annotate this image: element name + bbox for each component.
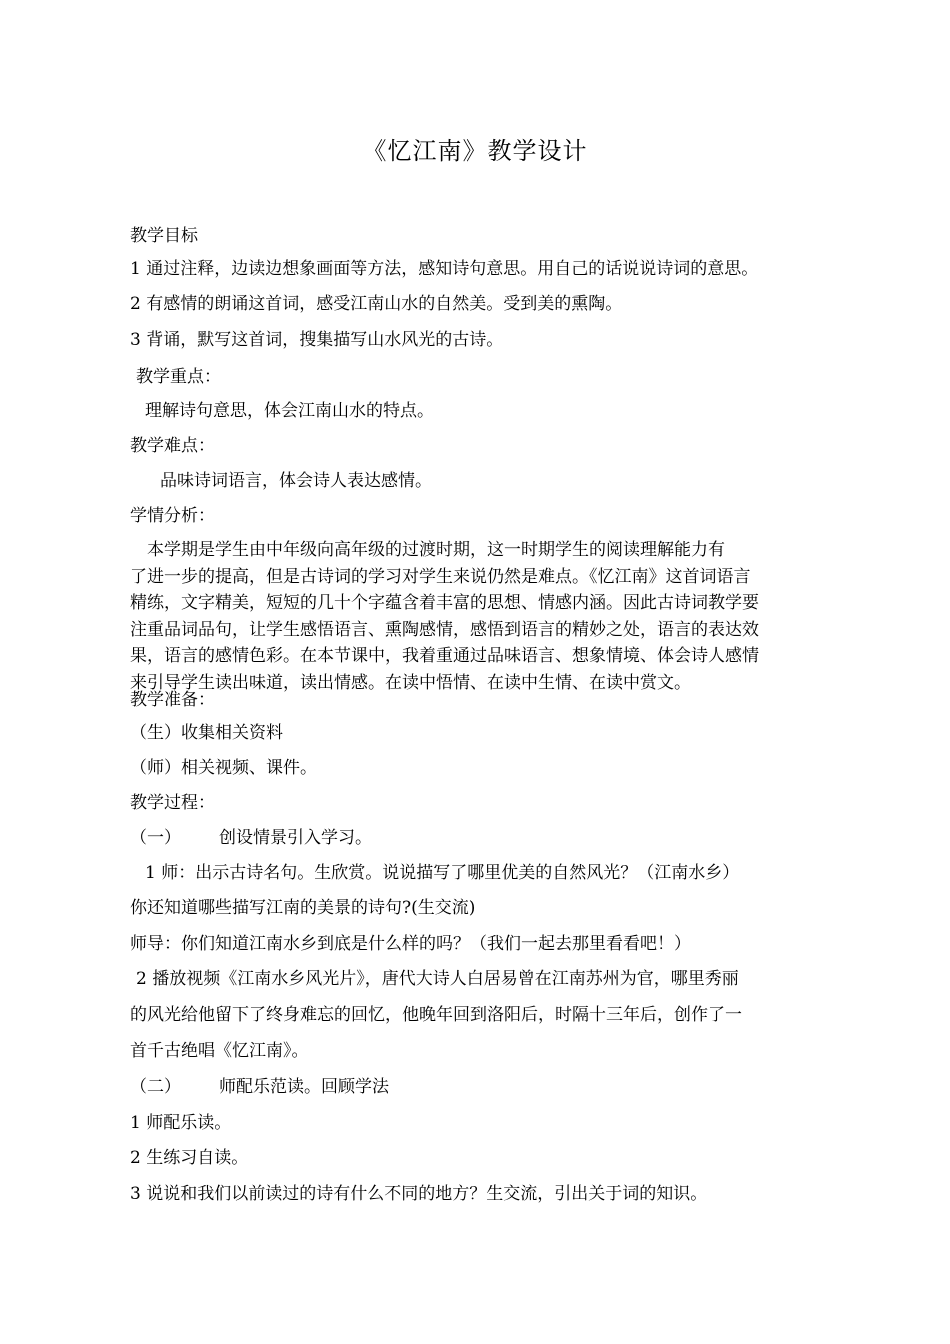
objective-item-2: 2 有感情的朗诵这首词，感受江南山水的自然美。受到美的熏陶。 — [130, 294, 623, 314]
preparation-item-2: （师）相关视频、课件。 — [130, 758, 317, 778]
analysis-line: 来引导学生读出味道，读出情感。在读中悟情、在读中生情、在读中赏文。 — [130, 672, 691, 693]
step-2-line-2: 2 生练习自读。 — [130, 1148, 249, 1168]
difficulty-text: 品味诗词语言，体会诗人表达感情。 — [160, 471, 432, 491]
key-point-heading: 教学重点： — [136, 367, 221, 387]
analysis-line: 精练，文字精美，短短的几十个字蕴含着丰富的思想、情感内涵。因此古诗词教学要 — [130, 593, 759, 613]
objective-item-3: 3 背诵，默写这首词，搜集描写山水风光的古诗。 — [130, 330, 504, 350]
difficulty-heading: 教学难点： — [130, 436, 215, 456]
step-1-line-1: 1 师：出示古诗名句。生欣赏。说说描写了哪里优美的自然风光？（江南水乡） — [145, 863, 740, 883]
step-1-line-4: 2 播放视频《江南水乡风光片》，唐代大诗人白居易曾在江南苏州为官，哪里秀丽 — [136, 969, 739, 989]
analysis-line: 了进一步的提高，但是古诗词的学习对学生来说仍然是难点。《忆江南》这首词语言 — [130, 566, 751, 587]
step-2-line-3: 3 说说和我们以前读过的诗有什么不同的地方？生交流，引出关于词的知识。 — [130, 1184, 708, 1204]
step-1-title: 创设情景引入学习。 — [219, 828, 372, 848]
step-2-title: 师配乐范读。回顾学法 — [219, 1077, 389, 1097]
preparation-item-1: （生）收集相关资料 — [130, 723, 283, 743]
analysis-line: 注重品词品句，让学生感悟语言、熏陶感情，感悟到语言的精妙之处，语言的表达效 — [130, 619, 759, 640]
step-1-line-5: 的风光给他留下了终身难忘的回忆，他晚年回到洛阳后，时隔十三年后，创作了一 — [130, 1005, 742, 1025]
step-1-line-3: 师导：你们知道江南水乡到底是什么样的吗？（我们一起去那里看看吧！） — [130, 934, 691, 954]
key-point-text: 理解诗句意思，体会江南山水的特点。 — [145, 401, 434, 421]
analysis-heading: 学情分析： — [130, 506, 215, 526]
analysis-paragraph — [130, 537, 812, 696]
step-1-number: （一） — [130, 828, 181, 848]
step-2-line-1: 1 师配乐读。 — [130, 1113, 232, 1133]
process-heading: 教学过程： — [130, 793, 215, 813]
preparation-heading: 教学准备： — [130, 690, 215, 710]
objective-item-1: 1 通过注释，边读边想象画面等方法，感知诗句意思。用自己的话说说诗词的意思。 — [130, 259, 759, 279]
analysis-line: 果，语言的感情色彩。在本节课中，我着重通过品味语言、想象情境、体会诗人感情 — [130, 646, 759, 666]
document-title: 《忆江南》教学设计 — [362, 137, 588, 165]
step-1-line-6: 首千古绝唱《忆江南》。 — [130, 1041, 309, 1061]
analysis-line: 本学期是学生由中年级向高年级的过渡时期，这一时期学生的阅读理解能力有 — [147, 540, 725, 560]
step-1-heading — [130, 825, 372, 851]
step-2-heading — [130, 1074, 389, 1100]
step-2-number: （二） — [130, 1077, 181, 1097]
step-1-line-2: 你还知道哪些描写江南的美景的诗句?(生交流) — [130, 898, 476, 918]
objectives-heading: 教学目标 — [130, 226, 198, 246]
